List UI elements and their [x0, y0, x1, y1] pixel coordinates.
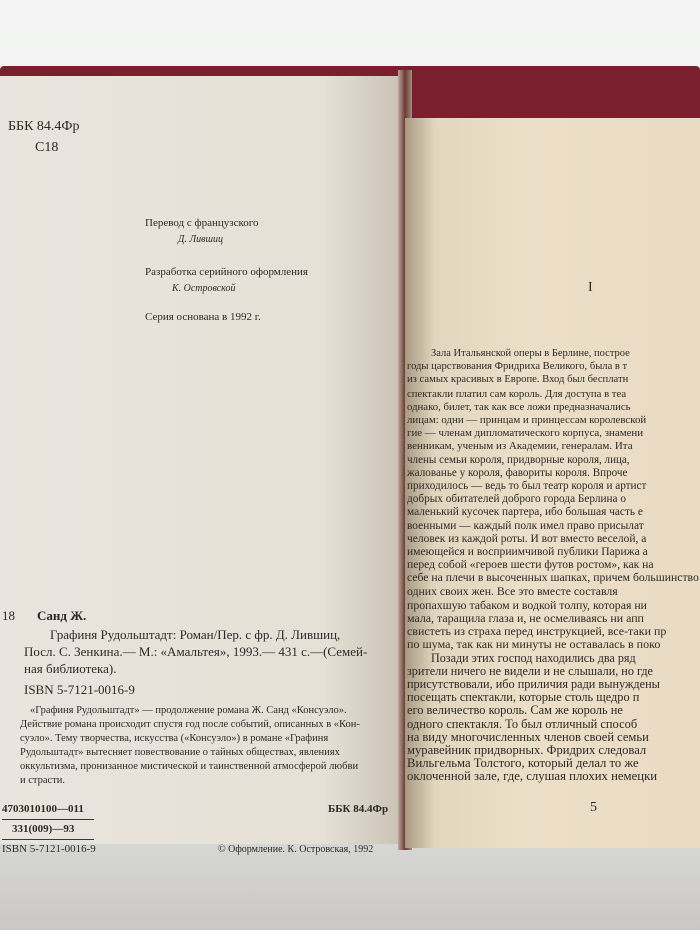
author-name: Санд Ж.	[37, 608, 87, 623]
annotation-line-3: суэло». Тему творчества, искусства («Консуэло») в романе «Графиня	[20, 733, 329, 744]
text-line: себе на плечи в высоченных шапках, причем большинство	[407, 571, 699, 585]
classification-code-2: 331(009)—93	[12, 823, 75, 835]
isbn-bottom: ISBN 5-7121-0016-9	[2, 843, 96, 855]
text-line: присутствовали, ибо приличия ради вынуждены	[407, 677, 660, 691]
text-line: перед собой «героев шести футов ростом», как на	[407, 558, 654, 572]
left-page	[0, 76, 405, 855]
text-line: человек из каждой роты. И вот вместо веселой, а	[407, 532, 647, 545]
series-design-label: Разработка серийного оформления	[145, 266, 308, 278]
text-line: маленький кусочек партера, ибо большая часть е	[407, 506, 643, 519]
bbk-code-bottom: ББК 84.4Фр	[328, 803, 389, 815]
page-number: 5	[590, 800, 597, 815]
text-line: зрители ничего не видели и не слышали, но гдe	[407, 663, 653, 678]
annotation-line-1: «Графиня Рудольштадт» — продолжение романа Ж. Санд «Консуэло».	[30, 705, 347, 716]
isbn-main: ISBN 5-7121-0016-9	[24, 682, 135, 697]
text-line: имеющейся и восприимчивой публики Парижа а	[407, 546, 648, 558]
text-line: приходилось — ведь то был театр короля и артист	[407, 480, 647, 492]
annotation-line-6: и страсти.	[20, 775, 66, 786]
text-line: из самых красивых в Европе. Вход был бесплатн	[407, 374, 629, 386]
text-line: посещать спектакли, которые столь щедро п	[407, 690, 640, 705]
text-line: на виду многочисленных членов своей семьи	[407, 729, 649, 744]
text-line: Позади этих господ находились два ряд	[431, 650, 636, 665]
text-line: лицам: одни — принцам и принцессам королевской	[407, 414, 647, 426]
annotation-line-4: Рудольштадт» вытесняет повествование о тайных обществах, явлениях	[20, 747, 340, 758]
text-line: Вильгельма Толстого, который делал то же	[407, 756, 639, 771]
annotation-line-5: оккультизма, пронизанное мистической и таинственной атмосферой любви	[20, 761, 359, 772]
text-line: одного спектакля. То был отличный способ	[407, 716, 638, 731]
translator-name: Д. Лившиц	[178, 234, 224, 245]
margin-code: 18	[2, 608, 15, 623]
translation-label: Перевод с французского	[145, 217, 259, 229]
bbk-code-top: ББК 84.4Фр	[8, 119, 80, 134]
text-line: военными — каждый полк имел право присылат	[407, 519, 644, 532]
classification-code-1: 4703010100—011	[2, 803, 84, 815]
fraction-rule	[2, 819, 94, 820]
text-line: мала, таращила глаза и, не осмеливаясь ни апп	[407, 611, 644, 625]
catalog-line-1: Графиня Рудольштадт: Роман/Пер. с фр. Д. Лившиц,	[50, 627, 341, 642]
text-line: однако, билет, так как все ложи предназначались	[407, 400, 631, 413]
catalog-line-3: ная библиотека).	[24, 661, 117, 676]
text-line: гие — членам дипломатического корпуса, знамени	[407, 427, 644, 440]
text-line: добрых обитателей доброго города Берлина о	[407, 493, 626, 506]
annotation-line-2: Действие романа происходит спустя год после событий, описанных в «Кон-	[20, 719, 360, 730]
text-line: оклоченной зале, где, слушая плохих немецки	[407, 769, 658, 784]
catalog-line-2: Посл. С. Зенкина.— М.: «Амальтея», 1993.— 431 с.—(Семей-	[24, 644, 368, 659]
text-line: жалованье у короля, фавориты короля. Впроче	[407, 466, 628, 479]
series-founded: Серия основана в 1992 г.	[145, 311, 261, 323]
text-line: по шума, так как ни минуты не оставалась в поко	[407, 637, 661, 652]
text-line: его величество король. Сам же король не	[407, 703, 623, 718]
series-designer-name: К. Островской	[172, 283, 236, 294]
chapter-number: I	[588, 280, 593, 295]
catalog-code-top: С18	[35, 140, 59, 155]
text-line: спектакли платил сам король. Для доступа в теа	[407, 387, 627, 400]
right-page	[405, 118, 700, 848]
text-line: пропахшую табаком и водкой толпу, которая ни	[407, 597, 648, 612]
text-line: свистеть из страха перед инструкцией, все-таки пр	[407, 624, 667, 639]
text-line: муравейник придворных. Фридрих следовал	[407, 743, 647, 757]
text-line: годы царствования Фридриха Великого, была в т	[407, 361, 628, 373]
text-line: одних своих жен. Все это вместе составля	[407, 584, 618, 598]
text-line: венникам, ученым из Академии, генералам. Ита	[407, 440, 633, 453]
text-line: Зала Итальянской оперы в Берлине, построе	[431, 348, 630, 359]
fraction-rule-bottom	[2, 839, 94, 840]
copyright-notice: © Оформление. К. Островская, 1992	[218, 844, 374, 855]
text-line: члены семьи короля, придворные короля, лица,	[407, 453, 630, 466]
